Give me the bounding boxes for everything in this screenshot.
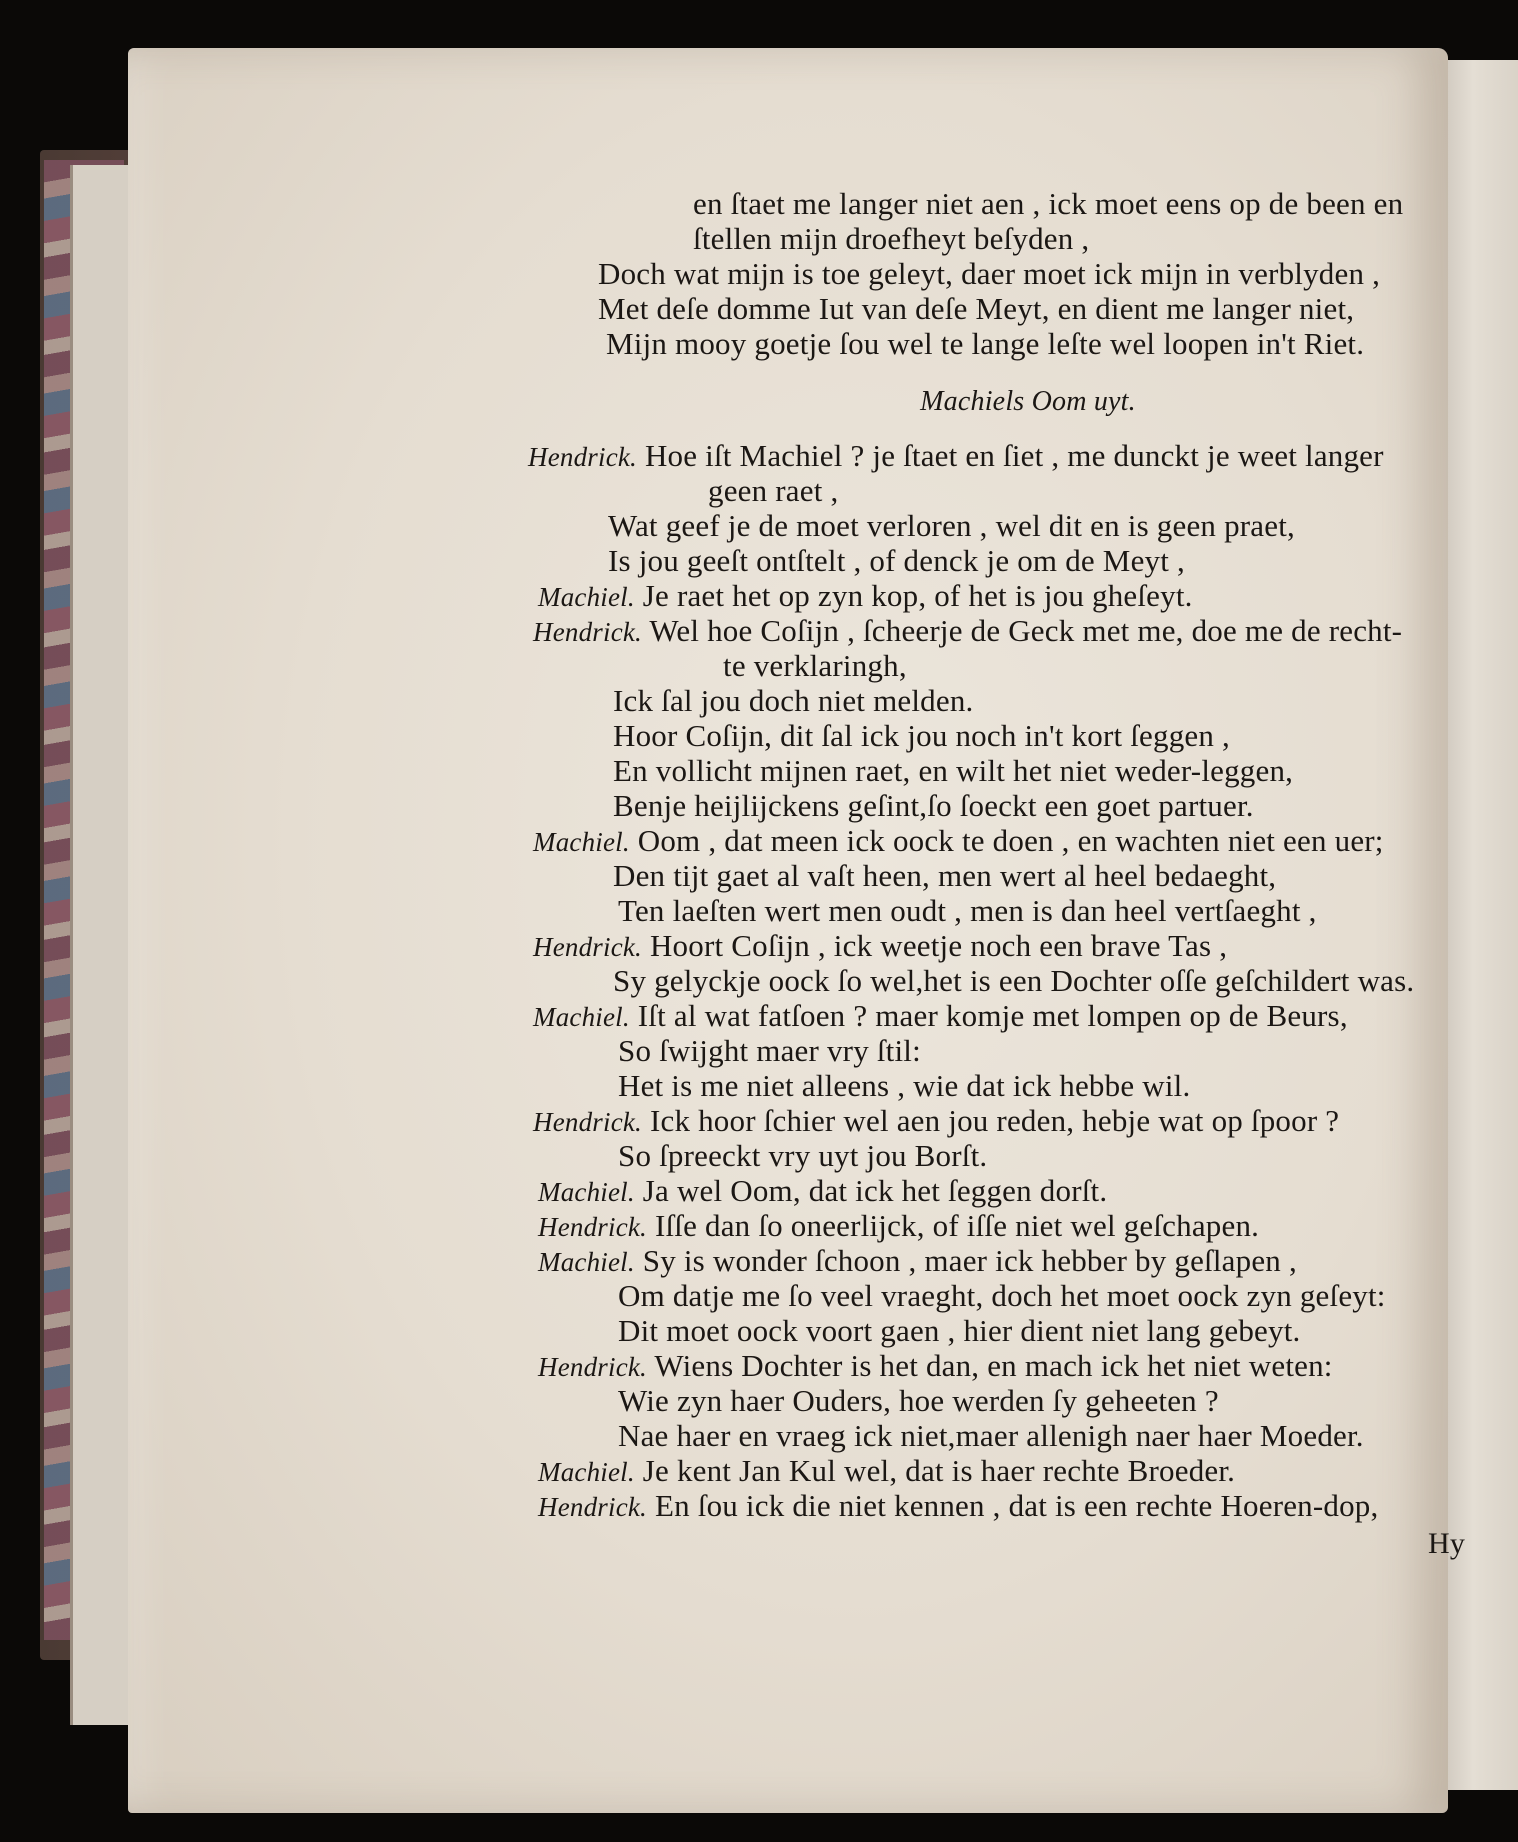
speaker-label: Machiel. — [538, 582, 635, 612]
speaker-label: Machiel. — [538, 1177, 635, 1207]
speaker-label: Hendrick. — [528, 442, 638, 472]
verse-line: Je raet het op zyn kop, of het is jou gheſeyt. — [642, 578, 1193, 613]
speaker-label: Machiel. — [538, 1457, 635, 1487]
verse-line: Den tijt gaet al vaſt heen, men wert al heel bedaeght, — [613, 858, 1277, 893]
verse-line: Oom , dat meen ick oock te doen , en wachten niet een uer; — [637, 823, 1384, 858]
stage-direction: Machiels Oom uyt. — [920, 386, 1136, 417]
speaker-label: Hendrick. — [538, 1492, 648, 1522]
verse-line: Doch wat mijn is toe geleyt, daer moet ick mijn in verblyden , — [598, 256, 1381, 291]
verse-line: geen raet , — [708, 473, 839, 508]
verse-line: Hoort Coſijn , ick weetje noch een brave Tas , — [649, 928, 1228, 963]
verse-line: Wel hoe Coſijn , ſcheerje de Geck met me, doe me de recht- — [649, 613, 1403, 648]
speaker-label: Machiel. — [538, 1247, 635, 1277]
verse-line: Hoor Coſijn, dit ſal ick jou noch in't kort ſeggen , — [613, 718, 1230, 753]
verse-line: Om datje me ſo veel vraeght, doch het moet oock zyn geſeyt: — [618, 1278, 1386, 1313]
verse-line: En ſou ick die niet kennen , dat is een rechte Hoeren-dop, — [654, 1488, 1379, 1523]
verse-line: Ick ſal jou doch niet melden. — [613, 683, 974, 718]
verse-line: te verklaringh, — [723, 648, 907, 683]
verse-line: Mijn mooy goetje ſou wel te lange leſte wel loopen in't Riet. — [606, 326, 1365, 361]
verse-line: Hoe iſt Machiel ? je ſtaet en ſiet , me dunckt je weet langer — [644, 438, 1384, 473]
speaker-label: Machiel. — [533, 827, 630, 857]
verse-line: Sy gelyckje oock ſo wel,het is een Dochter oſſe geſchildert was. — [613, 963, 1415, 998]
verse-line: So ſwijght maer vry ſtil: — [618, 1033, 921, 1068]
verse-line: Je kent Jan Kul wel, dat is haer rechte Broeder. — [642, 1453, 1236, 1488]
verse-line: Is jou geeſt ontſtelt , of denck je om de Meyt , — [608, 543, 1185, 578]
verse-line: Wat geef je de moet verloren , wel dit en is geen praet, — [608, 508, 1295, 543]
verse-line: Het is me niet alleens , wie dat ick hebbe wil. — [618, 1068, 1191, 1103]
speaker-label: Hendrick. — [533, 932, 643, 962]
verse-line: Iſt al wat fatſoen ? maer komje met lompen op de Beurs, — [637, 998, 1348, 1033]
verse-line: ſtellen mijn droefheyt beſyden , — [693, 221, 1090, 256]
speaker-label: Hendrick. — [533, 1107, 643, 1137]
catchword: Hy — [1428, 1527, 1466, 1560]
verse-line: Nae haer en vraeg ick niet,maer allenigh naer haer Moeder. — [618, 1418, 1364, 1453]
speaker-label: Machiel. — [533, 1002, 630, 1032]
verse-line: Ten laeſten wert men oudt , men is dan heel vertſaeght , — [618, 893, 1317, 928]
verse-line: Dit moet oock voort gaen , hier dient niet lang gebeyt. — [618, 1313, 1301, 1348]
verse-line: en ſtaet me langer niet aen , ick moet eens op de been en — [693, 186, 1404, 221]
speaker-label: Hendrick. — [533, 617, 643, 647]
speaker-label: Hendrick. — [538, 1352, 648, 1382]
speaker-label: Hendrick. — [538, 1212, 648, 1242]
verse-line: Wie zyn haer Ouders, hoe werden ſy geheeten ? — [618, 1383, 1219, 1418]
verse-line: Benje heijlijckens geſint,ſo ſoeckt een goet partuer. — [613, 788, 1254, 823]
verse-line: Ick hoor ſchier wel aen jou reden, hebje wat op ſpoor ? — [649, 1103, 1340, 1138]
verse-line: Iſſe dan ſo oneerlijck, of iſſe niet wel geſchapen. — [654, 1208, 1260, 1243]
verse-line: En vollicht mijnen raet, en wilt het niet weder-leggen, — [613, 753, 1294, 788]
verse-line: Wiens Dochter is het dan, en mach ick het niet weten: — [654, 1348, 1333, 1383]
book-page — [128, 48, 1466, 1813]
verse-line: So ſpreeckt vry uyt jou Borſt. — [618, 1138, 988, 1173]
verse-line: Met deſe domme Iut van deſe Meyt, en dient me langer niet, — [598, 291, 1355, 326]
verse-line: Ja wel Oom, dat ick het ſeggen dorſt. — [642, 1173, 1108, 1208]
verse-line: Sy is wonder ſchoon , maer ick hebber by geſlapen , — [642, 1243, 1297, 1278]
